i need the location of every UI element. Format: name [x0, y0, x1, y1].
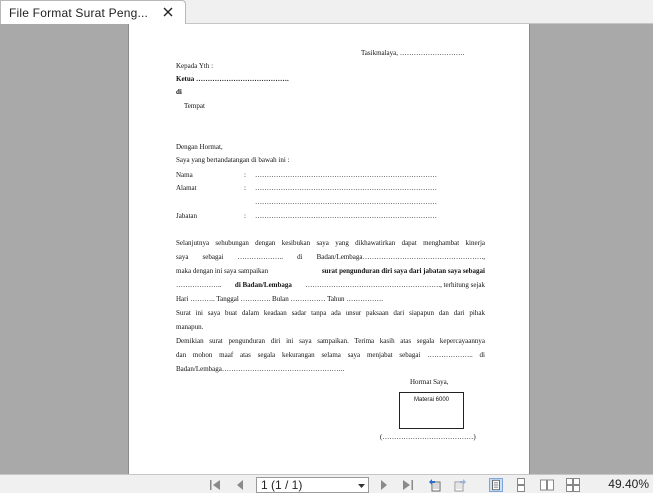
status-bar	[0, 474, 653, 493]
materai-label: Materai 6000	[413, 397, 450, 403]
para2-line2: manapun.	[176, 323, 204, 331]
zoom-level[interactable]: 49.40%	[608, 477, 649, 491]
para1-line4-rest: …………………………………………………., terhitung sejak	[305, 281, 485, 289]
field-nama-colon: :	[244, 171, 246, 179]
field-alamat-value-2: ……………………………………………………………………	[255, 198, 437, 206]
next-view-icon[interactable]	[453, 478, 467, 492]
single-page-view-icon[interactable]	[489, 478, 503, 492]
continuous-view-icon[interactable]	[514, 478, 528, 492]
field-nama-label: Nama	[176, 171, 193, 179]
addressee-label: Kepada Yth :	[176, 62, 214, 70]
para1-line1: Selanjutnya sehubungan dengan kesibukan saya yang dikhawatirkan dapat menghambat kinerja	[176, 239, 485, 247]
field-jabatan-colon: :	[244, 212, 246, 220]
para1-line4-bold: di Badan/Lembaga	[234, 281, 292, 289]
field-alamat-value: ……………………………………………………………………	[255, 184, 437, 192]
para3-line2: dan mohon maaf atas segala kekurangan selama saya menjabat sebagai ……………….. di	[176, 351, 485, 359]
chevron-down-icon	[358, 482, 365, 489]
next-page-icon[interactable]	[377, 478, 391, 492]
signature-line: (…………………………………)	[380, 433, 476, 441]
field-alamat-label: Alamat	[176, 184, 197, 192]
close-icon[interactable]	[161, 5, 175, 19]
para1-line2: saya sebagai ……………….. di Badan/Lembaga…………………………………………….,	[176, 253, 485, 261]
field-nama-value: ……………………………………………………………………	[255, 171, 437, 179]
page-selector[interactable]	[256, 477, 369, 493]
field-jabatan-label: Jabatan	[176, 212, 197, 220]
para2-line1: Surat ini saya buat dalam keadaan sadar tanpa ada unsur paksaan dari siapapun dan dari pihak	[176, 309, 485, 317]
intro-line: Saya yang bertandatangan di bawah ini :	[176, 156, 290, 164]
tab-title: File Format Surat Peng...	[9, 5, 149, 20]
document-page	[128, 24, 530, 474]
last-page-icon[interactable]	[401, 478, 415, 492]
greeting: Dengan Hormat,	[176, 143, 223, 151]
previous-view-icon[interactable]	[428, 478, 442, 492]
page-selector-value: 1 (1 / 1)	[261, 478, 303, 492]
para1-line3-bold: surat pengunduran diri saya dari jabatan saya sebagai	[321, 267, 485, 275]
para1-line3-text: maka dengan ini saya sampaikan	[176, 267, 269, 275]
place-date: Tasikmalaya, ……………………….	[361, 49, 465, 57]
para1-line4	[176, 281, 485, 289]
para1-line3	[176, 267, 485, 275]
tab-bar	[0, 0, 653, 24]
para1-line4-dots: ………………..	[176, 281, 222, 289]
materai-box	[399, 392, 464, 429]
field-jabatan-value: ……………………………………………………………………	[255, 212, 437, 220]
para1-line5: Hari ……….. Tanggal …………. Bulan …………… Tahun …………….	[176, 295, 383, 303]
addressee-di: di	[176, 88, 182, 96]
closing: Hormat Saya,	[410, 378, 449, 386]
first-page-icon[interactable]	[208, 478, 222, 492]
document-tab[interactable]	[0, 0, 186, 24]
document-viewer[interactable]	[0, 24, 653, 474]
para3-line1: Demikian surat pengunduran diri ini saya sampaikan. Terima kasih atas segala kepercayaannya	[176, 337, 485, 345]
facing-view-icon[interactable]	[540, 478, 554, 492]
addressee-tempat: Tempat	[184, 102, 205, 110]
field-alamat-colon: :	[244, 184, 246, 192]
addressee-ketua: Ketua ………………………………….	[176, 75, 289, 83]
facing-continuous-view-icon[interactable]	[566, 478, 580, 492]
para3-line3: Badan/Lembaga……………………………………………..	[176, 365, 345, 373]
previous-page-icon[interactable]	[233, 478, 247, 492]
